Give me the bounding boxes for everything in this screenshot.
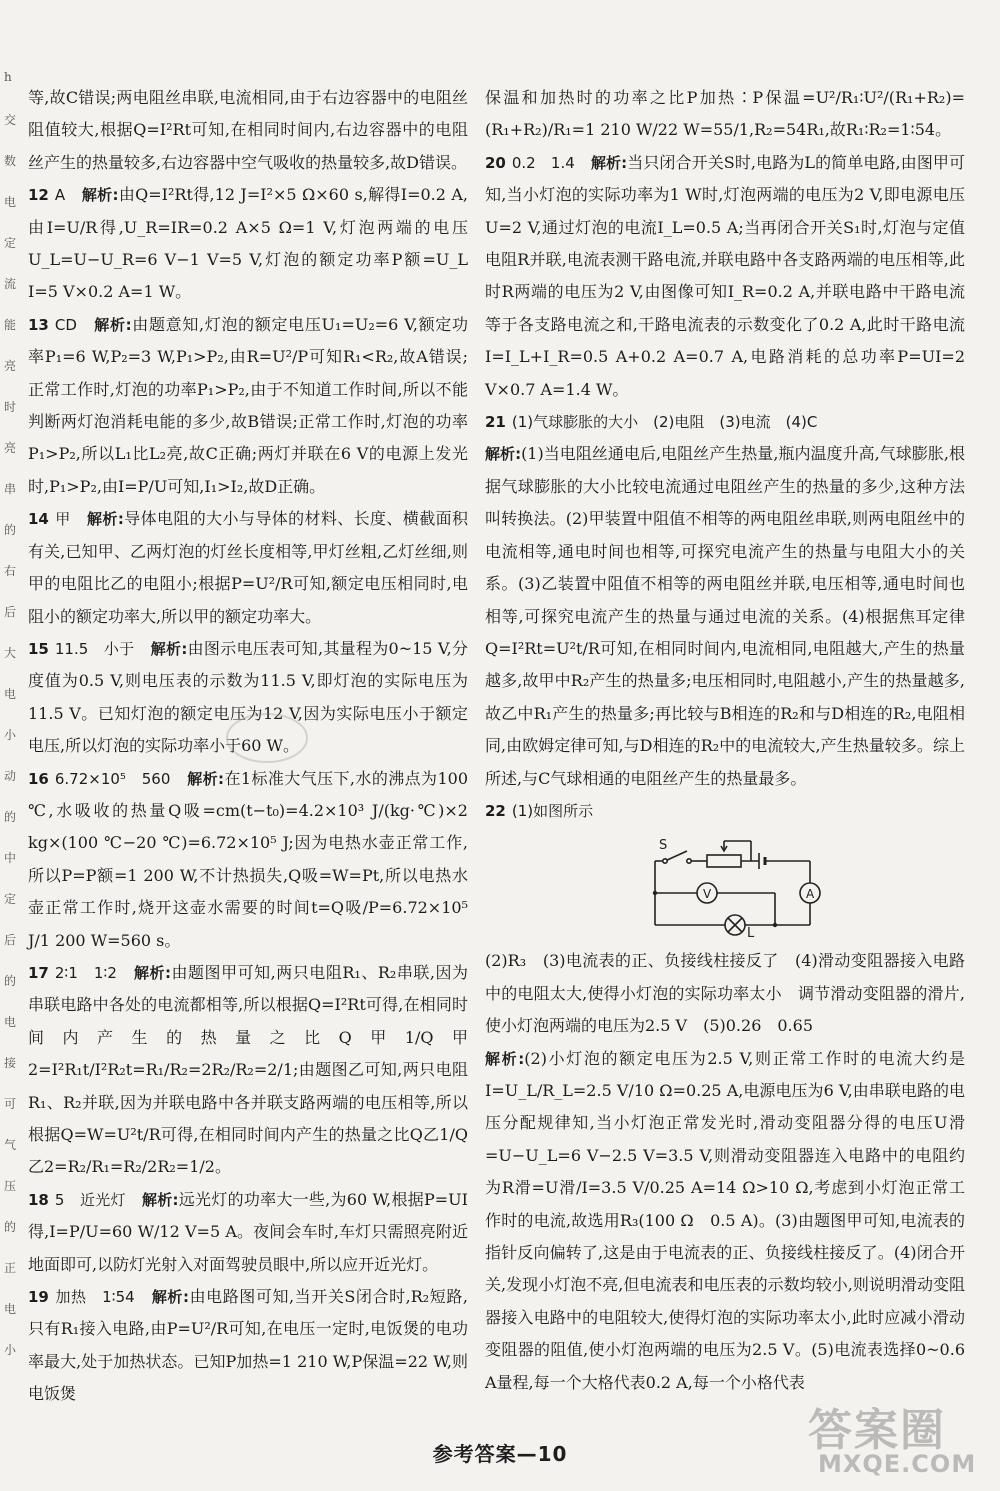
binding-margin	[0, 70, 18, 1400]
binding-mark: 电	[4, 1302, 17, 1316]
ammeter-symbol: A	[806, 887, 815, 902]
binding-mark: 数	[4, 154, 17, 168]
analysis-label: 解析:	[485, 445, 522, 464]
answer-text: 导体电阻的大小与导体的材料、长度、横截面积有关,已知甲、乙两灯泡的灯丝长度相等,甲灯丝粗,乙灯丝细,则甲的电阻比乙的电阻小;根据P=U²/R可知,额定电压相同时,电阻小的额定功率大,所以甲的额定功率大。	[28, 509, 468, 626]
answer-value: 加热 1∶54	[54, 1288, 135, 1307]
answer-item	[28, 1184, 468, 1281]
question-number: 20	[485, 153, 506, 172]
answer-item	[485, 147, 965, 406]
binding-mark: 中	[4, 851, 17, 865]
question-number: 21	[485, 413, 506, 432]
answer-text: 等,故C错误;两电阻丝串联,电流相同,由于右边容器中的电阻丝阻值较大,根据Q=I²Rt可知,在相同时间内,右边容器中的电阻丝产生的热量较多,右边容器中空气吸收的热量较多,故D错误。	[28, 88, 468, 172]
answer-text: 远光灯的功率大一些,为60 W,根据P=UI得,I=P/U=60 W/12 V=5 A。夜间会车时,车灯只需照亮附近地面即可,以防灯光射入对面驾驶员眼中,所以应开近光灯。	[28, 1189, 468, 1274]
right-column	[485, 82, 965, 1399]
binding-mark: 右	[4, 564, 17, 578]
answer-value: (1)如图所示	[511, 801, 594, 820]
question-number: 22	[485, 801, 506, 820]
answer-item	[485, 406, 965, 438]
binding-mark: 的	[4, 974, 17, 988]
answer-item	[28, 1281, 468, 1411]
page-footer: 参考答案—10	[432, 1442, 568, 1466]
question-number: 13	[28, 315, 49, 334]
question-number: 17	[28, 963, 49, 982]
question-number: 18	[28, 1190, 49, 1209]
switch-label: S	[659, 838, 668, 854]
binding-mark: 后	[4, 933, 17, 947]
circuit-diagram	[635, 831, 835, 939]
analysis-label: 解析:	[87, 510, 124, 529]
answer-item	[485, 82, 965, 147]
binding-mark: 串	[4, 482, 17, 496]
binding-mark: 小	[4, 728, 17, 742]
binding-mark: 小	[4, 1343, 17, 1357]
analysis-label: 解析:	[485, 1049, 525, 1068]
answer-item	[28, 957, 468, 1184]
question-number: 16	[28, 769, 49, 788]
answer-value: 5 近光灯	[54, 1190, 126, 1209]
binding-mark: 动	[4, 769, 17, 783]
answer-text: (1)当电阻丝通电后,电阻丝产生热量,瓶内温度升高,气球膨胀,根据气球膨胀的大小比较电流通过电阻丝产生的热量的多少,这种方法叫转换法。(2)甲装置中阻值不相等的两电阻丝串联,则两电阻丝中的电流相等,通电时间也相等,可探究电流产生的热量与电阻大小的关系。(3)乙装置中阻值不相等的两电阻丝并联,电压相等,通电时间也相等,可探究电流产生的热量与通过电流的关系。(4)根据焦耳定律Q=I²Rt=U²t/R可知,在相同时间内,电流相同,电阻越大,产生的热量越多,故甲中R₂产生的热量多;电压相同时,电阻越小,产生的热量越多,故乙中R₁产生的热量多;再比较与B相连的R₂和与D相连的R₂,电阻相同,由欧姆定律可知,与D相连的R₂中的电流较大,产生热量较多。综上所述,与C气球相通的电阻丝产生的热量最多。	[485, 444, 965, 788]
binding-mark: 正	[4, 1261, 17, 1275]
binding-mark: 接	[4, 1056, 17, 1070]
analysis-label: 解析:	[151, 1288, 190, 1307]
watermark-sub: MXQE.COM	[818, 1450, 977, 1478]
binding-mark: 电	[4, 687, 17, 701]
analysis-label: 解析:	[81, 186, 119, 205]
answer-text: (2)R₃ (3)电流表的正、负接线柱接反了 (4)滑动变阻器接入电路中的电阻太大,使得小灯泡的实际功率太小 调节滑动变阻器的滑片,使小灯泡两端的电压为2.5 V (5)0.26 0.65	[485, 951, 965, 1036]
analysis-label: 解析:	[94, 315, 132, 334]
question-number: 14	[28, 510, 49, 529]
binding-mark: 的	[4, 523, 17, 537]
binding-mark: 亮	[4, 359, 17, 373]
answer-text: 当只闭合开关S时,电路为L的简单电路,由图甲可知,当小灯泡的实际功率为1 W时,灯泡两端的电压为2 V,即电源电压U=2 V,通过灯泡的电流I_L=0.5 A;当再闭合开关S₁时,灯泡与定值电阻R并联,电流表测干路电流,并联电路中各支路两端的电压相等,此时R两端的电压为2 V,由图像可知I_R=0.2 A,并联电路中干路电流等于各支路电流之和,干路电流表的示数变化了0.2 A,此时干路电流I=I_L+I_R=0.5 A+0.2 A=0.7 A,电路消耗的总功率P=UI=2 V×0.7 A=1.4 W。	[485, 152, 965, 399]
binding-mark: 大	[4, 646, 17, 660]
answer-value: 0.2 1.4	[511, 153, 575, 172]
voltmeter-symbol: V	[703, 887, 712, 902]
answer-item	[28, 309, 468, 503]
answer-item	[485, 795, 965, 827]
answer-item	[485, 945, 965, 1042]
analysis-label: 解析:	[150, 639, 188, 658]
answer-text: 由图示电压表可知,其量程为0~15 V,分度值为0.5 V,则电压表的示数为11.5 V,即灯泡的实际电压为11.5 V。已知灯泡的额定电压为12 V,因为实际电压小于额定电压,所以灯泡的实际功率小于60 W。	[28, 638, 468, 756]
binding-mark: 后	[4, 605, 17, 619]
analysis-label: 解析:	[187, 769, 225, 788]
answer-value: (1)气球膨胀的大小 (2)电阻 (3)电流 (4)C	[511, 413, 818, 432]
binding-mark: 电	[4, 195, 17, 209]
answer-value: A	[54, 186, 66, 205]
answer-text: 由题图甲可知,两只电阻R₁、R₂串联,因为串联电路中各处的电流都相等,所以根据Q=I²Rt可得,在相同时间内产生的热量之比Q甲1/Q甲2=I²R₁t/I²R₂t=R₁/R₂=2R₂/R₂=2/1;由题图乙可知,两只电阻R₁、R₂并联,因为并联电路中各并联支路两端的电压相等,所以根据Q=W=U²t/R可得,在相同时间内产生的热量之比Q乙1/Q乙2=R₂/R₁=R₂/2R₂=1/2。	[28, 962, 468, 1177]
binding-mark: 能	[4, 318, 17, 332]
answer-item	[28, 179, 468, 309]
binding-mark: 的	[4, 810, 17, 824]
watermark-logo	[808, 1394, 990, 1486]
binding-mark: 定	[4, 892, 17, 906]
binding-mark: 亮	[4, 441, 17, 455]
binding-mark: h	[4, 70, 12, 84]
answer-text: 在1标准大气压下,水的沸点为100 ℃,水吸收的热量Q吸=cm(t−t₀)=4.2×10³ J/(kg·℃)×2 kg×(100 ℃−20 ℃)=6.72×10⁵ J;因为电热水壶正常工作,所以P=P额=1 200 W,不计热损失,Q吸=W=Pt,所以电热水壶正常工作时,烧开这壶水需要的时间t=Q吸/P=6.72×10⁵ J/1 200 W=560 s。	[28, 768, 469, 950]
faint-stamp-mark	[222, 708, 312, 768]
question-number: 15	[28, 639, 49, 658]
analysis-label: 解析:	[590, 153, 628, 172]
answer-item	[28, 503, 468, 633]
answer-value: CD	[54, 315, 77, 334]
analysis-label: 解析:	[133, 963, 171, 982]
binding-mark: 气	[4, 1138, 17, 1152]
binding-mark: 压	[4, 1179, 17, 1193]
answer-item	[485, 438, 965, 794]
watermark-main: 答案圈	[808, 1405, 946, 1456]
binding-mark: 流	[4, 277, 17, 291]
binding-mark: 时	[4, 400, 17, 414]
answer-text: 由Q=I²Rt得,12 J=I²×5 Ω×60 s,解得I=0.2 A,由I=U/R得,U_R=IR=0.2 A×5 Ω=1 V,灯泡两端的电压U_L=U−U_R=6 V−1 V=5 V,灯泡的额定功率P额=U_L I=5 V×0.2 A=1 W。	[28, 185, 468, 302]
answer-text: 由题意知,灯泡的额定电压U₁=U₂=6 V,额定功率P₁=6 W,P₂=3 W,P₁>P₂,由R=U²/P可知R₁<R₂,故A错误;正常工作时,灯泡的功率P₁>P₂,由于不知道工作时间,所以不能判断两灯泡消耗电能的多少,故B错误;正常工作时,灯泡的功率P₁>P₂,所以L₁比L₂亮,故C正确;两灯并联在6 V的电源上发光时,P₁>P₂,由I=P/U可知,I₁>I₂,故D正确。	[28, 314, 468, 496]
binding-mark: 可	[4, 1097, 17, 1111]
analysis-label: 解析:	[142, 1190, 179, 1209]
answer-text: (2)小灯泡的额定电压为2.5 V,则正常工作时的电流大约是I=U_L/R_L=2.5 V/10 Ω=0.25 A,电源电压为6 V,由串联电路的电压分配规律知,当小灯泡正常发光时,滑动变阻器分得的电压U滑=U−U_L=6 V−2.5 V=3.5 V,则滑动变阻器连入电路中的电阻约为R滑=U滑/I=3.5 V/0.25 A=14 Ω>10 Ω,考虑到小灯泡正常工作时的电流,故选用R₃(100 Ω 0.5 A)。(3)由题图甲可知,电流表的指针反向偏转了,这是由于电流表的正、负接线柱接反了。(4)闭合开关,发现小灯泡不亮,但电流表和电压表的示数均较小,则说明滑动变阻器接入电路中的电阻较大,使得灯泡的实际功率太小,此时应减小滑动变阻器的阻值,使小灯泡两端的电压为2.5 V。(5)电流表选择0~0.6 A量程,每一个大格代表0.2 A,每一个小格代表	[485, 1048, 965, 1392]
answer-item	[28, 82, 468, 179]
question-number: 19	[28, 1288, 49, 1307]
answer-value: 2∶1 1∶2	[54, 963, 117, 982]
answer-value: 6.72×10⁵ 560	[54, 769, 171, 788]
lamp-label: L	[747, 926, 755, 940]
answer-text: 由电路图可知,当开关S闭合时,R₂短路,只有R₁接入电路,由P=U²/R可知,在电压一定时,电饭煲的电功率最大,处于加热状态。已知P加热=1 210 W,P保温=22 W,则电饭煲	[28, 1287, 468, 1404]
answer-item	[485, 1043, 965, 1399]
answer-text: 保温和加热时的功率之比P加热∶P保温=U²/R₁∶U²/(R₁+R₂)=(R₁+R₂)/R₁=1 210 W/22 W=55/1,R₂=54R₁,故R₁∶R₂=1∶54。	[485, 88, 965, 140]
binding-mark: 的	[4, 1220, 17, 1234]
answer-value: 甲	[54, 510, 71, 529]
binding-mark: 交	[4, 113, 17, 127]
question-number: 12	[28, 186, 49, 205]
answer-value: 11.5 小于	[54, 639, 135, 658]
binding-mark: 定	[4, 236, 17, 250]
binding-mark: 电	[4, 1015, 17, 1029]
answer-item	[28, 763, 468, 957]
